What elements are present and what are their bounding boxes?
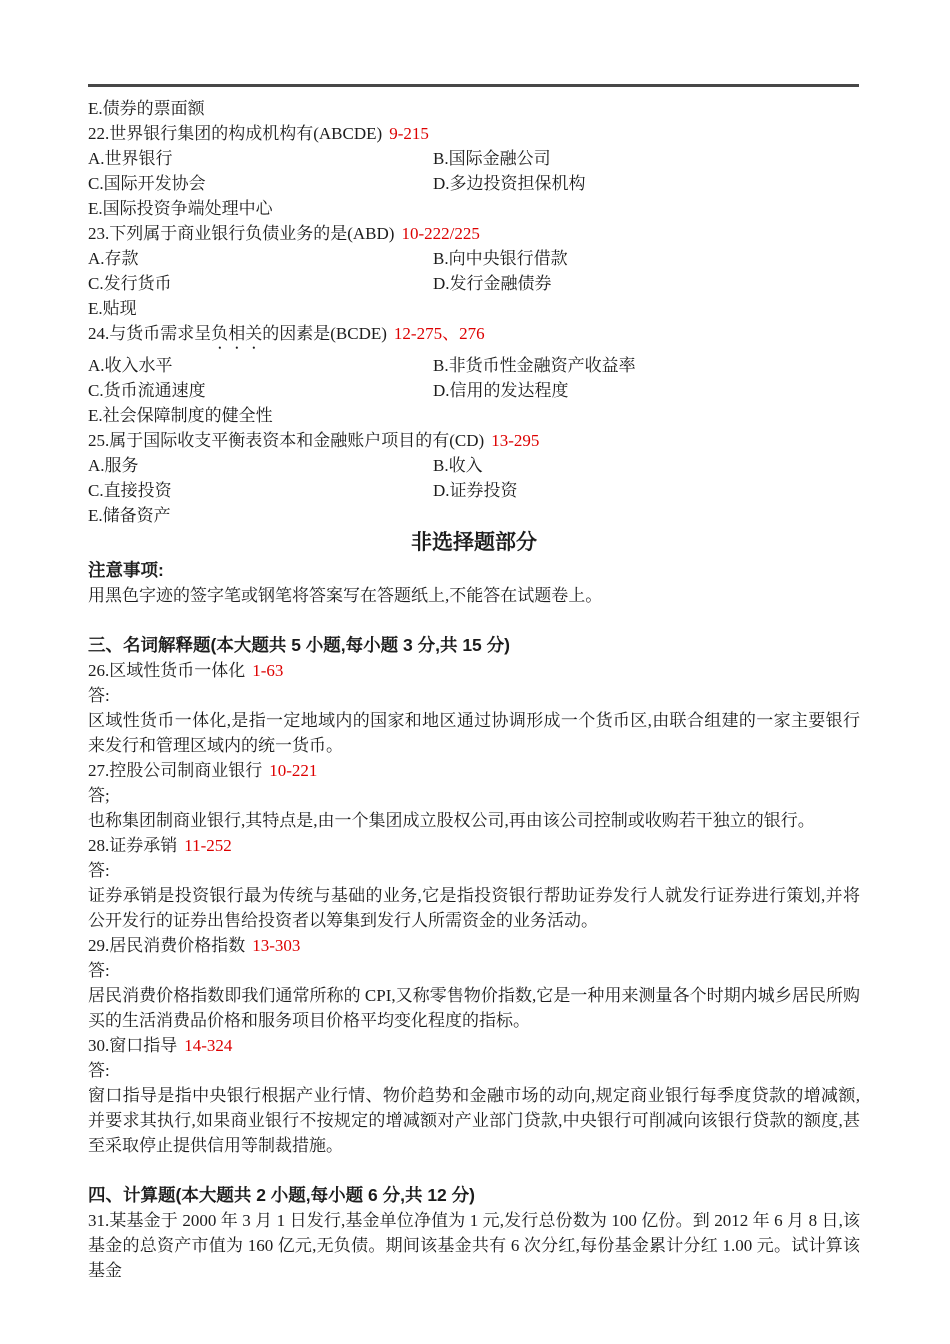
text-line (88, 403, 860, 428)
option-b: D.证券投资 (433, 481, 518, 500)
text-line (88, 321, 860, 353)
text-segment: 答: (88, 961, 110, 980)
text-line (88, 428, 860, 453)
text-segment: 26.区域性货币一体化 (88, 661, 246, 680)
text-line (88, 1033, 860, 1058)
text-segment: 答; (88, 786, 110, 805)
text-segment: 27.控股公司制商业银行 (88, 761, 263, 780)
text-line (88, 296, 860, 321)
blank-line (88, 608, 860, 633)
text-segment: 用黑色字迹的签字笔或钢笔将答案写在答题纸上,不能答在试题卷上。 (88, 586, 603, 605)
option-b: B.非货币性金融资产收益率 (433, 356, 636, 375)
text-line (88, 833, 860, 858)
text-line (88, 96, 860, 121)
options-row (88, 246, 860, 271)
text-line (88, 196, 860, 221)
header-rule (88, 84, 859, 87)
text-segment: 的因素是(BCDE) (262, 324, 387, 343)
text-line (88, 658, 860, 683)
option-b: B.向中央银行借款 (433, 249, 568, 268)
paragraph-text: 窗口指导是指中央银行根据产业行情、物价趋势和金融市场的动向,规定商业银行每季度贷款的增减额,并要求其执行,如果商业银行不按规定的增减额对产业部门贷款,中央银行可削减向该银行贷款的额度,甚至采取停止提供信用等制裁措施。 (88, 1086, 860, 1155)
text-segment: 30.窗口指导 (88, 1036, 178, 1055)
option-a: C.货币流通速度 (88, 381, 206, 400)
text-segment: 25.属于国际收支平衡表资本和金融账户项目的有(CD) (88, 431, 485, 450)
option-b: D.多边投资担保机构 (433, 174, 586, 193)
text-line (88, 933, 860, 958)
section-heading: 三、名词解释题(本大题共 5 小题,每小题 3 分,共 15 分) (88, 635, 510, 655)
section-heading: 四、计算题(本大题共 2 小题,每小题 6 分,共 12 分) (88, 1185, 475, 1205)
option-a: A.世界银行 (88, 149, 173, 168)
paragraph-text: 居民消费价格指数即我们通常所称的 CPI,又称零售物价指数,它是一种用来测量各个时期内城乡居民所购买的生活消费品价格和服务项目价格平均变化程度的指标。 (88, 986, 860, 1030)
text-line (88, 583, 860, 608)
option-a: C.直接投资 (88, 481, 172, 500)
options-row (88, 453, 860, 478)
options-row (88, 146, 860, 171)
text-segment: E.社会保障制度的健全性 (88, 406, 273, 425)
text-line (88, 121, 860, 146)
page-ref: 9-215 (389, 124, 429, 143)
text-segment: 29.居民消费价格指数 (88, 936, 246, 955)
paragraph-text: 区域性货币一体化,是指一定地域内的国家和地区通过协调形成一个货币区,由联合组建的一家主要银行来发行和管理区域内的统一货币。 (88, 711, 860, 755)
text-segment: E.债券的票面额 (88, 99, 205, 118)
option-b: B.收入 (433, 456, 483, 475)
text-segment: 答: (88, 861, 110, 880)
options-row (88, 171, 860, 196)
text-segment: 答: (88, 1061, 110, 1080)
options-row (88, 353, 860, 378)
option-a: A.服务 (88, 456, 139, 475)
page-ref: 12-275、276 (393, 324, 485, 343)
page-ref: 11-252 (184, 836, 232, 855)
emphasized-text: 负相关 (211, 324, 263, 343)
text-segment: 24.与货币需求呈 (88, 324, 212, 343)
text-segment: E.储备资产 (88, 506, 171, 525)
section-part-title: 非选择题部分 (411, 531, 537, 554)
text-line (88, 221, 860, 246)
options-row (88, 378, 860, 403)
paragraph-text: 31.某基金于 2000 年 3 月 1 日发行,基金单位净值为 1 元,发行总份数为 100 亿份。到 2012 年 6 月 8 日,该基金的总资产市值为 160 亿元,无负债。期间该基金共有 6 次分红,每份基金累计分红 1.00 元。试计算该基金 (88, 1211, 860, 1280)
text-line (88, 503, 860, 528)
option-b: D.信用的发达程度 (433, 381, 569, 400)
page-ref: 1-63 (252, 661, 284, 680)
page-ref: 13-303 (252, 936, 301, 955)
paragraph-text: 证券承销是投资银行最为传统与基础的业务,它是指投资银行帮助证券发行人就发行证券进行策划,并将公开发行的证券出售给投资者以筹集到发行人所需资金的业务活动。 (88, 886, 860, 930)
text-segment: 23.下列属于商业银行负债业务的是(ABD) (88, 224, 395, 243)
text-line (88, 1058, 860, 1083)
page-ref: 10-221 (269, 761, 318, 780)
exam-content (88, 96, 860, 1283)
text-segment: 22.世界银行集团的构成机构有(ABCDE) (88, 124, 383, 143)
text-line (88, 958, 860, 983)
text-segment: 28.证券承销 (88, 836, 178, 855)
option-a: A.收入水平 (88, 356, 173, 375)
page-ref: 10-222/225 (401, 224, 480, 243)
text-line (88, 683, 860, 708)
page-ref: 14-324 (184, 1036, 233, 1055)
text-line (88, 783, 860, 808)
text-line (88, 758, 860, 783)
blank-line (88, 1158, 860, 1183)
text-segment: E.贴现 (88, 299, 137, 318)
paragraph-text: 也称集团制商业银行,其特点是,由一个集团成立股权公司,再由该公司控制或收购若干独立的银行。 (88, 811, 815, 830)
text-line (88, 858, 860, 883)
text-segment: 答: (88, 686, 110, 705)
option-a: C.发行货币 (88, 274, 172, 293)
option-a: C.国际开发协会 (88, 174, 206, 193)
section-heading: 注意事项: (88, 560, 164, 580)
options-row (88, 478, 860, 503)
page-ref: 13-295 (491, 431, 540, 450)
option-b: D.发行金融债券 (433, 274, 552, 293)
option-b: B.国际金融公司 (433, 149, 551, 168)
option-a: A.存款 (88, 249, 139, 268)
text-segment: E.国际投资争端处理中心 (88, 199, 273, 218)
options-row (88, 271, 860, 296)
